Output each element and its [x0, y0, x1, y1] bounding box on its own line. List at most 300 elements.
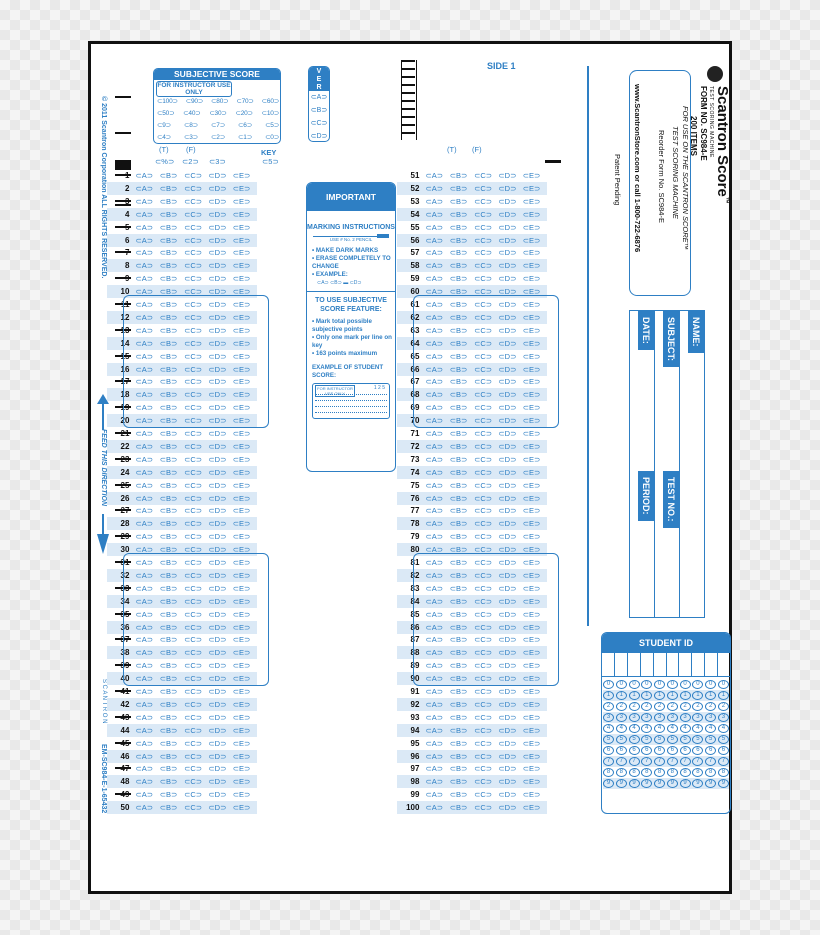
answer-bubble[interactable]: ⊂B⊃ — [449, 287, 468, 297]
answer-bubble[interactable]: ⊂D⊃ — [208, 454, 227, 464]
answer-bubble[interactable]: ⊂E⊃ — [232, 803, 251, 813]
answer-bubble[interactable]: ⊂E⊃ — [232, 674, 251, 684]
answer-bubble[interactable]: ⊂C⊃ — [184, 738, 203, 748]
answer-bubble[interactable]: ⊂D⊃ — [498, 287, 517, 297]
answer-bubble[interactable]: ⊂A⊃ — [425, 338, 444, 348]
answer-bubble[interactable]: ⊂A⊃ — [425, 300, 444, 309]
answer-bubble[interactable]: ⊂A⊃ — [135, 235, 154, 245]
answer-bubble[interactable]: ⊂A⊃ — [135, 312, 154, 322]
answer-bubble[interactable]: ⊂E⊃ — [232, 583, 251, 593]
answer-bubble[interactable]: ⊂C⊃ — [184, 777, 203, 787]
answer-bubble[interactable]: ⊂E⊃ — [522, 261, 541, 271]
answer-bubble[interactable]: ⊂B⊃ — [449, 351, 468, 361]
answer-bubble[interactable]: ⊂C⊃ — [474, 248, 493, 258]
student-id-cell[interactable] — [628, 653, 641, 676]
student-id-bubble[interactable]: 8 — [654, 768, 665, 777]
answer-bubble[interactable]: ⊂B⊃ — [449, 777, 468, 787]
answer-bubble[interactable]: ⊂E⊃ — [522, 545, 541, 555]
answer-bubble[interactable]: ⊂A⊃ — [135, 532, 154, 542]
answer-bubble[interactable]: ⊂B⊃ — [449, 196, 468, 206]
answer-bubble[interactable]: ⊂C⊃ — [474, 635, 493, 645]
answer-bubble[interactable]: ⊂E⊃ — [232, 725, 251, 735]
answer-bubble[interactable]: ⊂C⊃ — [184, 790, 203, 800]
answer-bubble[interactable]: ⊂D⊃ — [498, 338, 517, 348]
answer-bubble[interactable]: ⊂C⊃ — [184, 674, 203, 684]
answer-bubble[interactable]: ⊂A⊃ — [135, 738, 154, 748]
student-id-bubble[interactable]: 0 — [718, 680, 729, 689]
answer-bubble[interactable]: ⊂D⊃ — [208, 725, 227, 735]
answer-bubble[interactable]: ⊂E⊃ — [232, 325, 251, 335]
subjective-bubble[interactable]: ⊂6⊃ — [238, 122, 252, 129]
answer-bubble[interactable]: ⊂B⊃ — [159, 183, 178, 193]
answer-bubble[interactable]: ⊂B⊃ — [159, 519, 178, 529]
answer-bubble[interactable]: ⊂D⊃ — [208, 493, 227, 503]
answer-bubble[interactable]: ⊂A⊃ — [135, 519, 154, 529]
answer-bubble[interactable]: ⊂C⊃ — [474, 261, 493, 271]
answer-bubble[interactable]: ⊂A⊃ — [135, 558, 154, 567]
student-id-bubble[interactable]: 7 — [718, 757, 729, 766]
student-id-cell[interactable] — [654, 653, 667, 676]
answer-bubble[interactable]: ⊂B⊃ — [159, 222, 178, 232]
answer-bubble[interactable]: ⊂D⊃ — [498, 416, 517, 426]
answer-bubble[interactable]: ⊂D⊃ — [498, 545, 517, 555]
student-id-bubble[interactable]: 1 — [654, 691, 665, 700]
answer-bubble[interactable]: ⊂E⊃ — [522, 454, 541, 464]
answer-bubble[interactable]: ⊂C⊃ — [184, 364, 203, 374]
student-id-bubble[interactable]: 4 — [692, 724, 703, 733]
answer-bubble[interactable]: ⊂E⊃ — [232, 570, 251, 580]
answer-bubble[interactable]: ⊂C⊃ — [184, 506, 203, 516]
answer-bubble[interactable]: ⊂E⊃ — [522, 596, 541, 606]
answer-bubble[interactable]: ⊂E⊃ — [522, 661, 541, 671]
answer-bubble[interactable]: ⊂D⊃ — [498, 790, 517, 800]
answer-bubble[interactable]: ⊂B⊃ — [449, 609, 468, 619]
answer-bubble[interactable]: ⊂E⊃ — [232, 790, 251, 800]
answer-bubble[interactable]: ⊂D⊃ — [498, 171, 517, 180]
answer-bubble[interactable]: ⊂E⊃ — [232, 506, 251, 516]
answer-bubble[interactable]: ⊂A⊃ — [425, 545, 444, 555]
student-id-bubble[interactable]: 1 — [692, 691, 703, 700]
answer-bubble[interactable]: ⊂D⊃ — [498, 312, 517, 322]
answer-bubble[interactable]: ⊂C⊃ — [184, 351, 203, 361]
answer-bubble[interactable]: ⊂B⊃ — [449, 454, 468, 464]
answer-bubble[interactable]: ⊂C⊃ — [184, 416, 203, 426]
student-id-bubble[interactable]: 1 — [680, 691, 691, 700]
answer-bubble[interactable]: ⊂B⊃ — [449, 183, 468, 193]
answer-bubble[interactable]: ⊂C⊃ — [184, 764, 203, 774]
answer-bubble[interactable]: ⊂E⊃ — [522, 725, 541, 735]
answer-bubble[interactable]: ⊂A⊃ — [425, 248, 444, 258]
answer-bubble[interactable]: ⊂A⊃ — [425, 519, 444, 529]
subjective-bubble[interactable]: ⊂10⊃ — [261, 110, 279, 117]
answer-bubble[interactable]: ⊂D⊃ — [498, 222, 517, 232]
answer-bubble[interactable]: ⊂A⊃ — [135, 764, 154, 774]
answer-bubble[interactable]: ⊂B⊃ — [449, 441, 468, 451]
answer-bubble[interactable]: ⊂D⊃ — [208, 570, 227, 580]
answer-bubble[interactable]: ⊂A⊃ — [425, 609, 444, 619]
student-id-bubble[interactable]: 6 — [705, 746, 716, 755]
student-id-cell[interactable] — [641, 653, 654, 676]
answer-bubble[interactable]: ⊂B⊃ — [159, 287, 178, 297]
answer-bubble[interactable]: ⊂E⊃ — [522, 248, 541, 258]
answer-bubble[interactable]: ⊂E⊃ — [232, 712, 251, 722]
answer-bubble[interactable]: ⊂B⊃ — [159, 416, 178, 426]
answer-bubble[interactable]: ⊂A⊃ — [425, 712, 444, 722]
answer-bubble[interactable]: ⊂D⊃ — [208, 416, 227, 426]
student-id-bubble[interactable]: 6 — [629, 746, 640, 755]
answer-bubble[interactable]: ⊂D⊃ — [208, 287, 227, 297]
answer-bubble[interactable]: ⊂C⊃ — [184, 287, 203, 297]
subjective-bubble[interactable]: ⊂90⊃ — [185, 98, 204, 105]
answer-bubble[interactable]: ⊂C⊃ — [184, 725, 203, 735]
answer-bubble[interactable]: ⊂A⊃ — [135, 248, 154, 258]
answer-bubble[interactable]: ⊂A⊃ — [135, 570, 154, 580]
answer-bubble[interactable]: ⊂E⊃ — [232, 222, 251, 232]
answer-bubble[interactable]: ⊂D⊃ — [208, 558, 227, 567]
answer-bubble[interactable]: ⊂C⊃ — [474, 661, 493, 671]
answer-bubble[interactable]: ⊂C⊃ — [184, 648, 203, 658]
answer-bubble[interactable]: ⊂C⊃ — [184, 803, 203, 813]
subjective-bubble[interactable]: ⊂3⊃ — [184, 134, 198, 141]
answer-bubble[interactable]: ⊂E⊃ — [232, 532, 251, 542]
answer-bubble[interactable]: ⊂C⊃ — [184, 441, 203, 451]
answer-bubble[interactable]: ⊂B⊃ — [159, 274, 178, 284]
answer-bubble[interactable]: ⊂B⊃ — [159, 338, 178, 348]
answer-bubble[interactable]: ⊂D⊃ — [498, 351, 517, 361]
student-id-bubble[interactable]: 4 — [629, 724, 640, 733]
answer-bubble[interactable]: ⊂A⊃ — [135, 648, 154, 658]
answer-bubble[interactable]: ⊂C⊃ — [184, 596, 203, 606]
answer-bubble[interactable]: ⊂C⊃ — [184, 261, 203, 271]
answer-bubble[interactable]: ⊂B⊃ — [449, 519, 468, 529]
answer-bubble[interactable]: ⊂A⊃ — [425, 377, 444, 387]
student-id-bubble[interactable]: 6 — [680, 746, 691, 755]
answer-bubble[interactable]: ⊂E⊃ — [232, 661, 251, 671]
answer-bubble[interactable]: ⊂D⊃ — [208, 209, 227, 219]
answer-bubble[interactable]: ⊂A⊃ — [135, 287, 154, 297]
student-id-bubble[interactable]: 4 — [718, 724, 729, 733]
student-id-bubble[interactable]: 3 — [616, 713, 627, 722]
answer-bubble[interactable]: ⊂C⊃ — [474, 699, 493, 709]
answer-bubble[interactable]: ⊂C⊃ — [474, 480, 493, 490]
answer-bubble[interactable]: ⊂E⊃ — [232, 480, 251, 490]
student-id-bubble[interactable]: 8 — [641, 768, 652, 777]
student-id-bubble[interactable]: 3 — [641, 713, 652, 722]
answer-bubble[interactable]: ⊂E⊃ — [522, 390, 541, 400]
answer-bubble[interactable]: ⊂C⊃ — [184, 429, 203, 438]
answer-bubble[interactable]: ⊂B⊃ — [159, 196, 178, 206]
answer-bubble[interactable]: ⊂C⊃ — [184, 454, 203, 464]
version-bubble[interactable]: ⊂A⊃ — [310, 94, 328, 101]
answer-bubble[interactable]: ⊂E⊃ — [232, 687, 251, 696]
answer-bubble[interactable]: ⊂C⊃ — [474, 222, 493, 232]
subjective-bubble[interactable]: ⊂2⊃ — [211, 134, 225, 141]
answer-bubble[interactable]: ⊂B⊃ — [449, 687, 468, 696]
answer-bubble[interactable]: ⊂E⊃ — [522, 300, 541, 309]
answer-bubble[interactable]: ⊂B⊃ — [159, 725, 178, 735]
answer-bubble[interactable]: ⊂C⊃ — [184, 222, 203, 232]
answer-bubble[interactable]: ⊂A⊃ — [135, 403, 154, 413]
answer-bubble[interactable]: ⊂B⊃ — [159, 803, 178, 813]
answer-bubble[interactable]: ⊂D⊃ — [208, 635, 227, 645]
student-id-bubble[interactable]: 5 — [629, 735, 640, 744]
answer-bubble[interactable]: ⊂D⊃ — [208, 687, 227, 696]
answer-bubble[interactable]: ⊂E⊃ — [232, 287, 251, 297]
answer-bubble[interactable]: ⊂B⊃ — [159, 261, 178, 271]
answer-bubble[interactable]: ⊂A⊃ — [135, 596, 154, 606]
answer-bubble[interactable]: ⊂D⊃ — [208, 545, 227, 555]
student-id-bubble[interactable]: 4 — [603, 724, 614, 733]
student-id-bubble[interactable]: 4 — [654, 724, 665, 733]
answer-bubble[interactable]: ⊂D⊃ — [498, 777, 517, 787]
answer-bubble[interactable]: ⊂A⊃ — [425, 196, 444, 206]
student-id-bubble[interactable]: 7 — [692, 757, 703, 766]
answer-bubble[interactable]: ⊂A⊃ — [425, 441, 444, 451]
answer-bubble[interactable]: ⊂B⊃ — [159, 583, 178, 593]
subjective-bubble[interactable]: ⊂40⊃ — [183, 110, 201, 117]
answer-bubble[interactable]: ⊂E⊃ — [522, 196, 541, 206]
answer-bubble[interactable]: ⊂C⊃ — [184, 493, 203, 503]
answer-bubble[interactable]: ⊂D⊃ — [498, 390, 517, 400]
answer-bubble[interactable]: ⊂A⊃ — [135, 790, 154, 800]
student-id-bubble[interactable]: 0 — [629, 680, 640, 689]
student-id-bubble[interactable]: 9 — [641, 779, 652, 788]
answer-bubble[interactable]: ⊂C⊃ — [474, 674, 493, 684]
answer-bubble[interactable]: ⊂A⊃ — [135, 609, 154, 619]
answer-bubble[interactable]: ⊂E⊃ — [232, 545, 251, 555]
answer-bubble[interactable]: ⊂C⊃ — [474, 377, 493, 387]
answer-bubble[interactable]: ⊂E⊃ — [232, 183, 251, 193]
answer-bubble[interactable]: ⊂B⊃ — [159, 312, 178, 322]
student-id-bubble[interactable]: 2 — [616, 702, 627, 711]
answer-bubble[interactable]: ⊂A⊃ — [425, 751, 444, 761]
student-id-bubble[interactable]: 2 — [680, 702, 691, 711]
answer-bubble[interactable]: ⊂A⊃ — [135, 429, 154, 438]
student-id-bubble[interactable]: 0 — [680, 680, 691, 689]
student-id-bubble[interactable]: 8 — [667, 768, 678, 777]
answer-bubble[interactable]: ⊂A⊃ — [135, 377, 154, 387]
answer-bubble[interactable]: ⊂C⊃ — [184, 558, 203, 567]
answer-bubble[interactable]: ⊂C⊃ — [184, 235, 203, 245]
answer-bubble[interactable]: ⊂A⊃ — [135, 803, 154, 813]
key-bubble-2[interactable]: ⊂2⊃ — [182, 157, 199, 166]
answer-bubble[interactable]: ⊂E⊃ — [232, 429, 251, 438]
answer-bubble[interactable]: ⊂E⊃ — [232, 300, 251, 309]
answer-bubble[interactable]: ⊂B⊃ — [159, 506, 178, 516]
answer-bubble[interactable]: ⊂A⊃ — [425, 480, 444, 490]
answer-bubble[interactable]: ⊂D⊃ — [208, 235, 227, 245]
answer-bubble[interactable]: ⊂A⊃ — [135, 196, 154, 206]
answer-bubble[interactable]: ⊂B⊃ — [449, 596, 468, 606]
student-id-bubble[interactable]: 5 — [654, 735, 665, 744]
answer-bubble[interactable]: ⊂C⊃ — [474, 364, 493, 374]
answer-bubble[interactable]: ⊂E⊃ — [232, 390, 251, 400]
answer-bubble[interactable]: ⊂D⊃ — [208, 183, 227, 193]
answer-bubble[interactable]: ⊂E⊃ — [522, 429, 541, 438]
student-id-bubble[interactable]: 0 — [654, 680, 665, 689]
answer-bubble[interactable]: ⊂E⊃ — [232, 751, 251, 761]
answer-bubble[interactable]: ⊂A⊃ — [135, 261, 154, 271]
answer-bubble[interactable]: ⊂E⊃ — [232, 403, 251, 413]
answer-bubble[interactable]: ⊂A⊃ — [425, 351, 444, 361]
answer-bubble[interactable]: ⊂A⊃ — [425, 454, 444, 464]
answer-bubble[interactable]: ⊂E⊃ — [522, 699, 541, 709]
answer-bubble[interactable]: ⊂A⊃ — [135, 183, 154, 193]
answer-bubble[interactable]: ⊂B⊃ — [449, 790, 468, 800]
answer-bubble[interactable]: ⊂C⊃ — [184, 622, 203, 632]
answer-bubble[interactable]: ⊂A⊃ — [425, 622, 444, 632]
answer-bubble[interactable]: ⊂B⊃ — [449, 377, 468, 387]
subjective-bubble[interactable]: ⊂50⊃ — [157, 110, 175, 117]
answer-bubble[interactable]: ⊂E⊃ — [522, 532, 541, 542]
answer-bubble[interactable]: ⊂E⊃ — [232, 196, 251, 206]
answer-bubble[interactable]: ⊂B⊃ — [159, 648, 178, 658]
student-id-cell[interactable] — [718, 653, 730, 676]
answer-bubble[interactable]: ⊂E⊃ — [232, 764, 251, 774]
answer-bubble[interactable]: ⊂C⊃ — [474, 609, 493, 619]
answer-bubble[interactable]: ⊂A⊃ — [135, 222, 154, 232]
answer-bubble[interactable]: ⊂D⊃ — [208, 738, 227, 748]
answer-bubble[interactable]: ⊂E⊃ — [232, 699, 251, 709]
answer-bubble[interactable]: ⊂D⊃ — [498, 751, 517, 761]
answer-bubble[interactable]: ⊂C⊃ — [474, 454, 493, 464]
student-id-bubble[interactable]: 2 — [629, 702, 640, 711]
student-id-cell[interactable] — [602, 653, 615, 676]
student-id-bubble[interactable]: 8 — [680, 768, 691, 777]
answer-bubble[interactable]: ⊂A⊃ — [135, 622, 154, 632]
version-bubble[interactable]: ⊂B⊃ — [310, 107, 328, 114]
student-id-bubble[interactable]: 4 — [641, 724, 652, 733]
student-id-bubble[interactable]: 2 — [667, 702, 678, 711]
key-bubble-4[interactable]: ⊂5⊃ — [262, 157, 279, 166]
student-id-bubble[interactable]: 5 — [705, 735, 716, 744]
answer-bubble[interactable]: ⊂D⊃ — [208, 248, 227, 258]
answer-bubble[interactable]: ⊂C⊃ — [474, 738, 493, 748]
answer-bubble[interactable]: ⊂D⊃ — [498, 674, 517, 684]
answer-bubble[interactable]: ⊂A⊃ — [135, 209, 154, 219]
answer-bubble[interactable]: ⊂C⊃ — [184, 274, 203, 284]
student-id-cell[interactable] — [667, 653, 680, 676]
answer-bubble[interactable]: ⊂D⊃ — [498, 532, 517, 542]
answer-bubble[interactable]: ⊂D⊃ — [498, 738, 517, 748]
student-id-bubble[interactable]: 1 — [641, 691, 652, 700]
subjective-bubble[interactable]: ⊂80⊃ — [211, 98, 229, 105]
answer-bubble[interactable]: ⊂D⊃ — [208, 583, 227, 593]
student-id-bubble[interactable]: 7 — [654, 757, 665, 766]
student-id-bubble[interactable]: 6 — [603, 746, 614, 755]
answer-bubble[interactable]: ⊂C⊃ — [474, 351, 493, 361]
answer-bubble[interactable]: ⊂B⊃ — [159, 699, 178, 709]
answer-bubble[interactable]: ⊂A⊃ — [425, 325, 444, 335]
answer-bubble[interactable]: ⊂D⊃ — [208, 429, 227, 438]
answer-bubble[interactable]: ⊂C⊃ — [474, 338, 493, 348]
answer-bubble[interactable]: ⊂E⊃ — [522, 351, 541, 361]
answer-bubble[interactable]: ⊂A⊃ — [135, 712, 154, 722]
answer-bubble[interactable]: ⊂B⊃ — [159, 403, 178, 413]
answer-bubble[interactable]: ⊂A⊃ — [135, 545, 154, 555]
answer-bubble[interactable]: ⊂B⊃ — [449, 364, 468, 374]
subjective-bubble[interactable]: ⊂7⊃ — [211, 122, 225, 129]
answer-bubble[interactable]: ⊂D⊃ — [498, 248, 517, 258]
answer-bubble[interactable]: ⊂D⊃ — [208, 390, 227, 400]
subjective-bubble[interactable]: ⊂0⊃ — [265, 134, 279, 141]
student-id-bubble[interactable]: 0 — [705, 680, 716, 689]
answer-bubble[interactable]: ⊂E⊃ — [232, 558, 251, 567]
answer-bubble[interactable]: ⊂B⊃ — [449, 532, 468, 542]
answer-bubble[interactable]: ⊂B⊃ — [449, 661, 468, 671]
student-id-bubble[interactable]: 3 — [629, 713, 640, 722]
answer-bubble[interactable]: ⊂E⊃ — [522, 325, 541, 335]
answer-bubble[interactable]: ⊂C⊃ — [474, 712, 493, 722]
answer-bubble[interactable]: ⊂E⊃ — [522, 790, 541, 800]
subjective-bubble[interactable]: ⊂30⊃ — [209, 110, 227, 117]
answer-bubble[interactable]: ⊂C⊃ — [474, 196, 493, 206]
answer-bubble[interactable]: ⊂C⊃ — [474, 287, 493, 297]
answer-bubble[interactable]: ⊂A⊃ — [425, 506, 444, 516]
answer-bubble[interactable]: ⊂E⊃ — [232, 622, 251, 632]
answer-bubble[interactable]: ⊂A⊃ — [425, 583, 444, 593]
answer-bubble[interactable]: ⊂B⊃ — [449, 467, 468, 477]
answer-bubble[interactable]: ⊂B⊃ — [449, 583, 468, 593]
answer-bubble[interactable]: ⊂C⊃ — [184, 712, 203, 722]
answer-bubble[interactable]: ⊂C⊃ — [184, 532, 203, 542]
answer-bubble[interactable]: ⊂C⊃ — [474, 803, 493, 813]
answer-bubble[interactable]: ⊂B⊃ — [449, 635, 468, 645]
student-id-bubble[interactable]: 7 — [629, 757, 640, 766]
student-id-bubble[interactable]: 3 — [705, 713, 716, 722]
answer-bubble[interactable]: ⊂C⊃ — [474, 390, 493, 400]
subjective-bubble[interactable]: ⊂70⊃ — [236, 98, 254, 105]
answer-bubble[interactable]: ⊂C⊃ — [474, 493, 493, 503]
answer-bubble[interactable]: ⊂E⊃ — [522, 364, 541, 374]
answer-bubble[interactable]: ⊂C⊃ — [184, 751, 203, 761]
answer-bubble[interactable]: ⊂E⊃ — [522, 803, 541, 813]
answer-bubble[interactable]: ⊂E⊃ — [232, 738, 251, 748]
answer-bubble[interactable]: ⊂B⊃ — [159, 209, 178, 219]
student-id-bubble[interactable]: 4 — [680, 724, 691, 733]
answer-bubble[interactable]: ⊂B⊃ — [449, 480, 468, 490]
student-id-bubble[interactable]: 6 — [667, 746, 678, 755]
student-id-bubble[interactable]: 5 — [616, 735, 627, 744]
subjective-bubble[interactable]: ⊂8⊃ — [184, 122, 198, 129]
answer-bubble[interactable]: ⊂E⊃ — [232, 635, 251, 645]
answer-bubble[interactable]: ⊂D⊃ — [208, 338, 227, 348]
answer-bubble[interactable]: ⊂C⊃ — [474, 596, 493, 606]
answer-bubble[interactable]: ⊂A⊃ — [135, 325, 154, 335]
answer-bubble[interactable]: ⊂D⊃ — [208, 312, 227, 322]
answer-bubble[interactable]: ⊂B⊃ — [449, 699, 468, 709]
student-id-bubble[interactable]: 9 — [616, 779, 627, 788]
answer-bubble[interactable]: ⊂E⊃ — [232, 351, 251, 361]
answer-bubble[interactable]: ⊂D⊃ — [208, 441, 227, 451]
student-id-bubble[interactable]: 0 — [616, 680, 627, 689]
answer-bubble[interactable]: ⊂E⊃ — [522, 648, 541, 658]
answer-bubble[interactable]: ⊂D⊃ — [498, 519, 517, 529]
answer-bubble[interactable]: ⊂E⊃ — [522, 235, 541, 245]
subjective-bubble[interactable]: ⊂5⊃ — [265, 122, 279, 129]
subjective-bubble[interactable]: ⊂100⊃ — [157, 98, 178, 105]
answer-bubble[interactable]: ⊂E⊃ — [522, 609, 541, 619]
student-id-bubble[interactable]: 7 — [603, 757, 614, 766]
answer-bubble[interactable]: ⊂E⊃ — [232, 209, 251, 219]
answer-bubble[interactable]: ⊂B⊃ — [159, 351, 178, 361]
answer-bubble[interactable]: ⊂C⊃ — [474, 416, 493, 426]
answer-bubble[interactable]: ⊂B⊃ — [159, 467, 178, 477]
answer-bubble[interactable]: ⊂B⊃ — [449, 738, 468, 748]
answer-bubble[interactable]: ⊂D⊃ — [498, 725, 517, 735]
answer-bubble[interactable]: ⊂B⊃ — [159, 493, 178, 503]
answer-bubble[interactable]: ⊂B⊃ — [449, 674, 468, 684]
